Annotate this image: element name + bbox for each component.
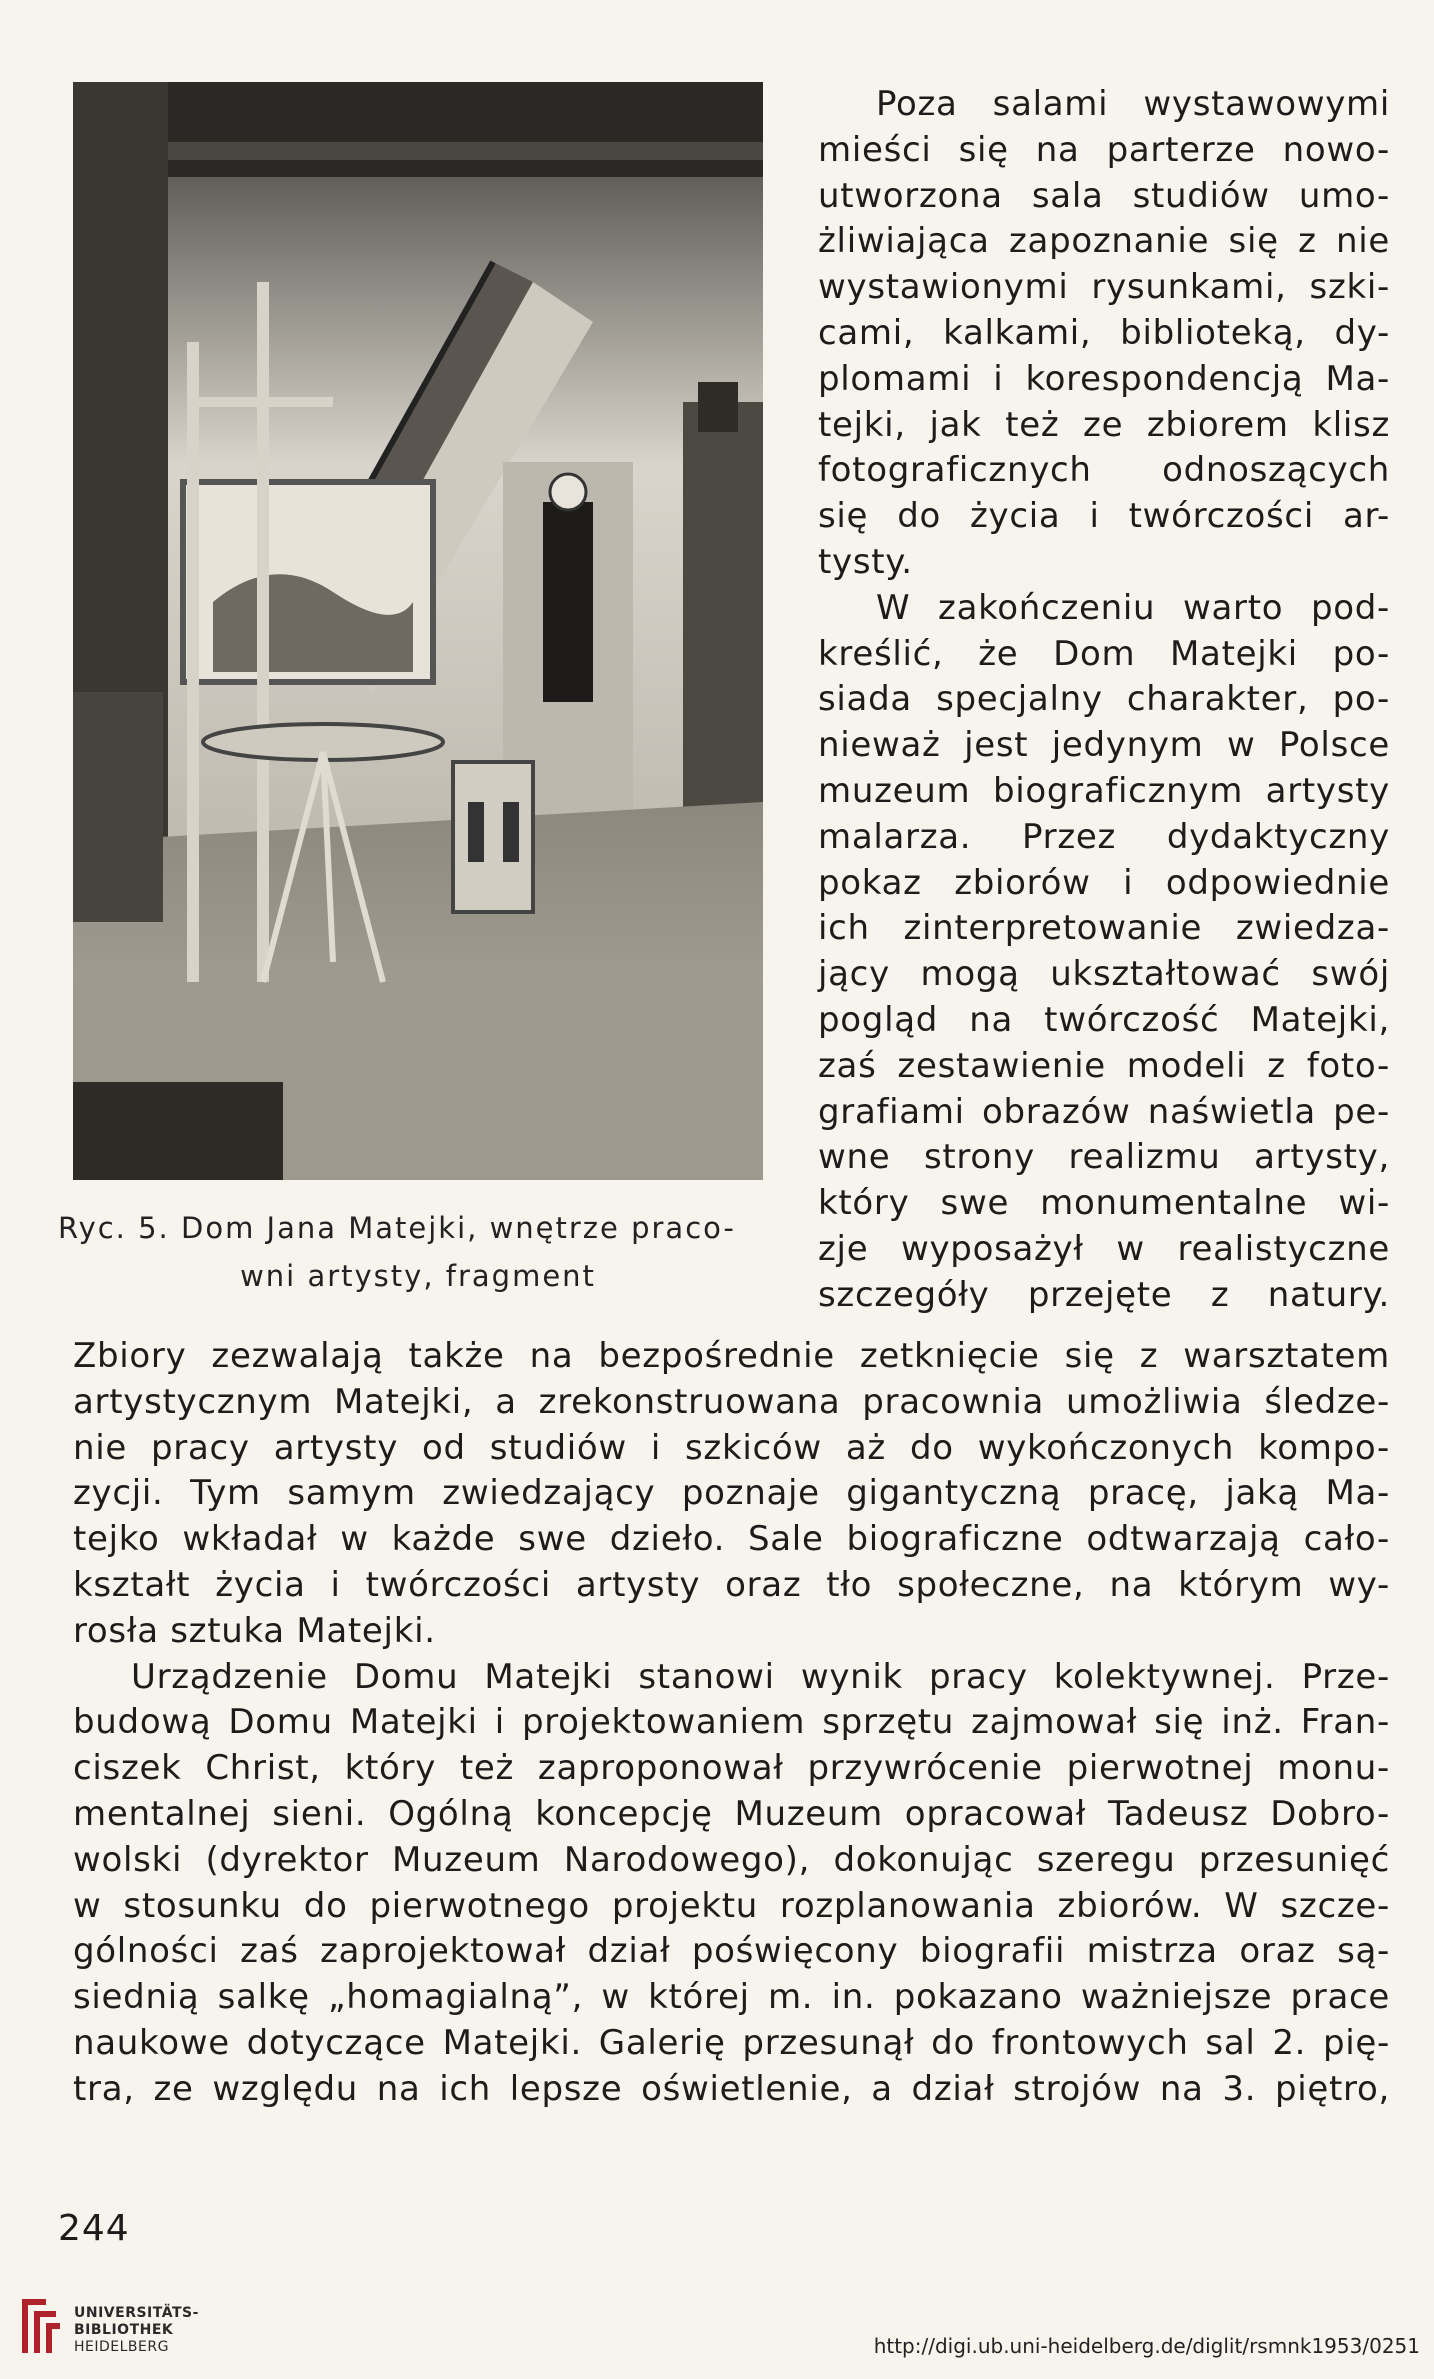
text-line: kształt życia i twórczości artysty oraz tło społeczne, na którym wy- [73,1564,1390,1605]
text-line: kreślić, że Dom Matejki po- [818,633,1390,674]
logo-line-2: BIBLIOTHEK [74,2322,174,2338]
text-line: tejko wkładał w każde swe dzieło. Sale biograficzne odtwarzają cało- [73,1519,1390,1560]
text-line: wystawionymi rysunkami, szki- [818,267,1390,308]
studio-interior-photo [73,82,763,1180]
text-line: gólności zaś zaprojektował dział poświęcony biografii mistrza oraz są- [73,1931,1390,1972]
text-line: budową Domu Matejki i projektowaniem sprzętu zajmował się inż. Fran- [73,1702,1390,1743]
logo-line-3: HEIDELBERG [74,2339,169,2355]
text-line: artystycznym Matejki, a zrekonstruowana pracownia umożliwia śledze- [73,1381,1390,1422]
text-line: pogląd na twórczość Matejki, [818,999,1390,1040]
text-line: malarza. Przez dydaktyczny [818,816,1390,857]
text-line: grafiami obrazów naświetla pe- [818,1091,1390,1132]
caption-line-2: wni artysty, fragment [240,1259,596,1293]
library-logo-icon [14,2293,64,2359]
text-line: który swe monumentalne wi- [818,1183,1390,1224]
text-line: tejki, jak też ze zbiorem klisz [818,404,1390,445]
text-line: cami, kalkami, biblioteką, dy- [818,312,1390,353]
text-line: tra, ze względu na ich lepsze oświetlenie, a dział strojów na 3. piętro, [73,2068,1390,2109]
text-line: muzeum biograficznym artysty [818,770,1390,811]
right-column-text [818,82,1390,1319]
text-line: żliwiająca zapoznanie się z nie [818,221,1390,262]
text-line: wolski (dyrektor Muzeum Narodowego), dokonując szeregu przesunięć [73,1839,1390,1880]
logo-line-1: UNIVERSITÄTS- [74,2305,199,2321]
text-line: siednią salkę „homagialną”, w której m. in. pokazano ważniejsze prace [73,1977,1390,2018]
text-line: się do życia i twórczości ar- [818,496,1390,537]
text-line: nie pracy artysty od studiów i szkiców aż do wykończonych kompo- [73,1427,1390,1468]
text-line: ciszek Christ, który też zaproponował przywrócenie pierwotnej monu- [73,1748,1390,1789]
text-line: Poza salami wystawowymi [876,84,1390,124]
text-line: W zakończeniu warto pod- [876,587,1390,628]
text-line: w stosunku do pierwotnego projektu rozplanowania zbiorów. W szcze- [73,1885,1390,1926]
text-line: mieści się na parterze nowo- [818,129,1390,170]
text-line: pokaz zbiorów i odpowiednie [818,862,1390,903]
text-line: Zbiory zezwalają także na bezpośrednie zetknięcie się z warsztatem [73,1336,1390,1376]
text-line: siada specjalny charakter, po- [818,679,1390,720]
text-line: utworzona sala studiów umo- [818,175,1390,216]
library-logo[interactable] [10,2291,210,2363]
text-line: ich zinterpretowanie zwiedza- [818,908,1390,949]
body-text [73,1334,1390,2113]
text-line: zycji. Tym samym zwiedzający poznaje gigantyczną pracę, jaką Ma- [73,1473,1390,1514]
figure-photo [73,82,763,1180]
text-line: naukowe dotyczące Matejki. Galerię przesunął do frontowych sal 2. pię- [73,2022,1390,2063]
figure-caption [58,1204,778,1300]
text-line: zje wyposażył w realistyczne [818,1228,1390,1269]
text-line: fotograficznych odnoszących [818,450,1390,491]
text-line: Urządzenie Domu Matejki stanowi wynik pracy kolektywnej. Prze- [131,1656,1390,1697]
source-url-link[interactable]: http://digi.ub.uni-heidelberg.de/diglit/rsmnk1953/0251 [873,2334,1420,2358]
text-line: jący mogą ukształtować swój [818,954,1390,995]
text-line: tysty. [818,541,913,582]
caption-line-1: Ryc. 5. Dom Jana Matejki, wnętrze praco- [58,1211,736,1245]
page-number: 244 [58,2208,130,2249]
text-line: plomami i korespondencją Ma- [818,358,1390,399]
text-line: wne strony realizmu artysty, [818,1137,1390,1178]
text-line: mentalnej sieni. Ogólną koncepcję Muzeum opracował Tadeusz Dobro- [73,1793,1390,1834]
text-line: zaś zestawienie modeli z foto- [818,1045,1390,1086]
text-line: szczegóły przejęte z natury. [818,1274,1390,1315]
text-line: nieważ jest jedynym w Polsce [818,725,1390,766]
text-line: rosła sztuka Matejki. [73,1610,436,1651]
